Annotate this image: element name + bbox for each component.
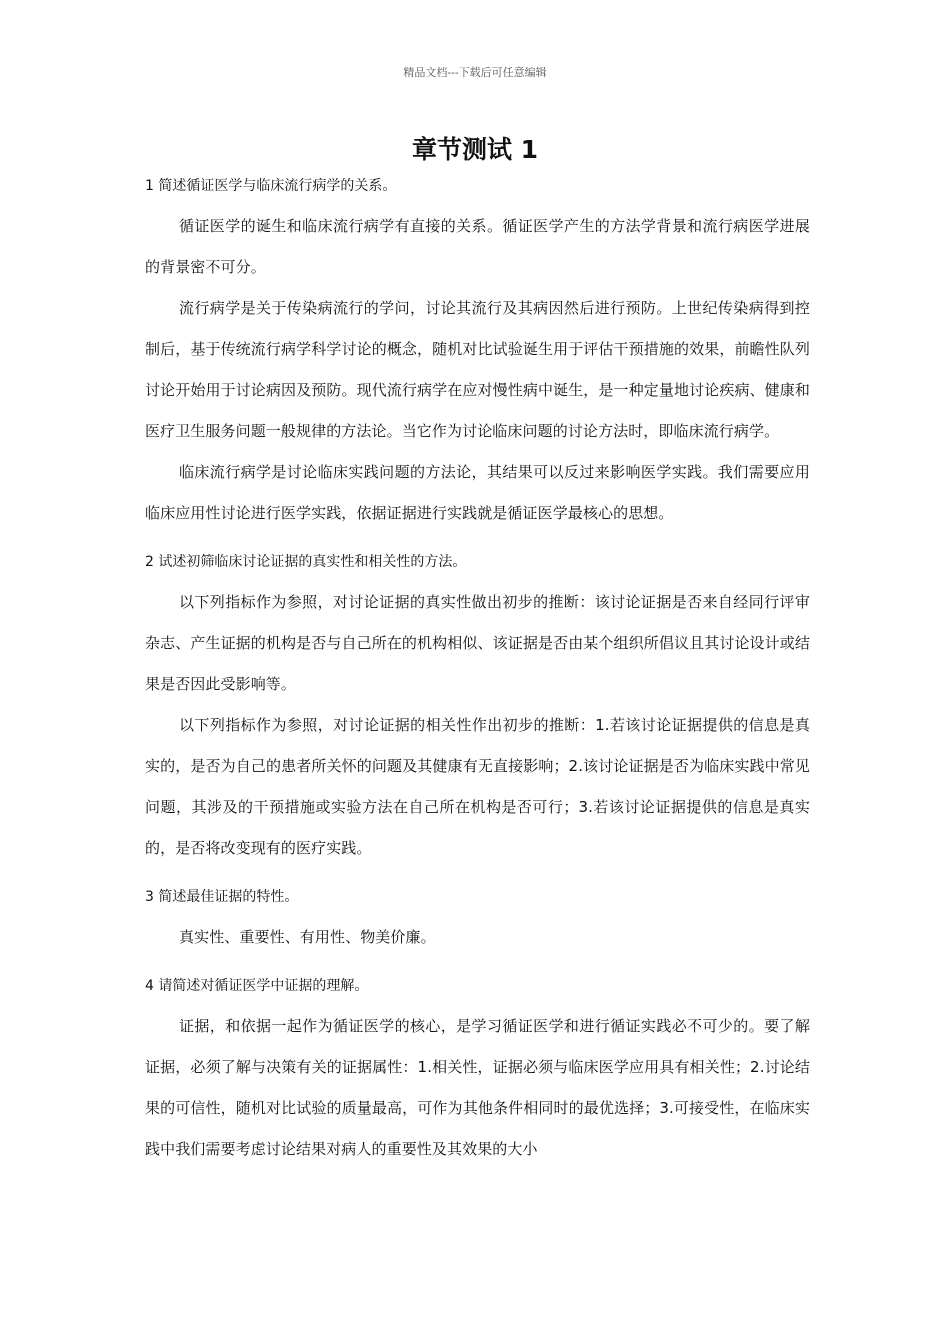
answer-paragraph: 流行病学是关于传染病流行的学问，讨论其流行及其病因然后进行预防。上世纪传染病得到控制后，基于传统流行病学科学讨论的概念，随机对比试验诞生用于评估干预措施的效果，前瞻性队列讨论开始用于讨论病因及预防。现代流行病学在应对慢性病中诞生，是一种定量地讨论疾病、健康和医疗卫生服务问题一般规律的方法论。当它作为讨论临床问题的讨论方法时，即临床流行病学。: [145, 299, 810, 440]
answer-paragraph: 循证医学的诞生和临床流行病学有直接的关系。循证医学产生的方法学背景和流行病医学进展的背景密不可分。: [145, 217, 810, 276]
section-1: [145, 176, 810, 534]
answer-paragraph: 以下列指标作为参照，对讨论证据的相关性作出初步的推断：1.若该讨论证据提供的信息是真实的，是否为自己的患者所关怀的问题及其健康有无直接影响；2.该讨论证据是否为临床实践中常见问题，其涉及的干预措施或实验方法在自己所在机构是否可行；3.若该讨论证据提供的信息是真实的，是否将改变现有的医疗实践。: [145, 716, 810, 857]
section-4: [145, 976, 810, 1170]
section-2: [145, 552, 810, 869]
question-heading: 4 请简述对循证医学中证据的理解。: [145, 978, 369, 994]
section-3: [145, 887, 810, 958]
answer-paragraph: 证据，和依据一起作为循证医学的核心，是学习循证医学和进行循证实践必不可少的。要了解证据，必须了解与决策有关的证据属性：1.相关性，证据必须与临床医学应用具有相关性；2.讨论结果的可信性，随机对比试验的质量最高，可作为其他条件相同时的最优选择；3.可接受性，在临床实践中我们需要考虑讨论结果对病人的重要性及其效果的大小: [145, 1017, 810, 1158]
answer-paragraph: 以下列指标作为参照，对讨论证据的真实性做出初步的推断：该讨论证据是否来自经同行评审杂志、产生证据的机构是否与自己所在的机构相似、该证据是否由某个组织所倡议且其讨论设计或结果是否因此受影响等。: [145, 593, 810, 693]
answer-paragraph: 临床流行病学是讨论临床实践问题的方法论，其结果可以反过来影响医学实践。我们需要应用临床应用性讨论进行医学实践，依据证据进行实践就是循证医学最核心的思想。: [145, 463, 810, 522]
answer-paragraph: 真实性、重要性、有用性、物美价廉。: [179, 928, 436, 946]
question-heading: 3 简述最佳证据的特性。: [145, 889, 299, 905]
question-heading: 2 试述初筛临床讨论证据的真实性和相关性的方法。: [145, 554, 467, 570]
question-heading: 1 简述循证医学与临床流行病学的关系。: [145, 178, 397, 194]
document-body: [145, 176, 810, 1188]
page-title: 章节测试 1: [411, 135, 539, 164]
page-header: 精品文档---下载后可任意编辑: [403, 66, 547, 79]
